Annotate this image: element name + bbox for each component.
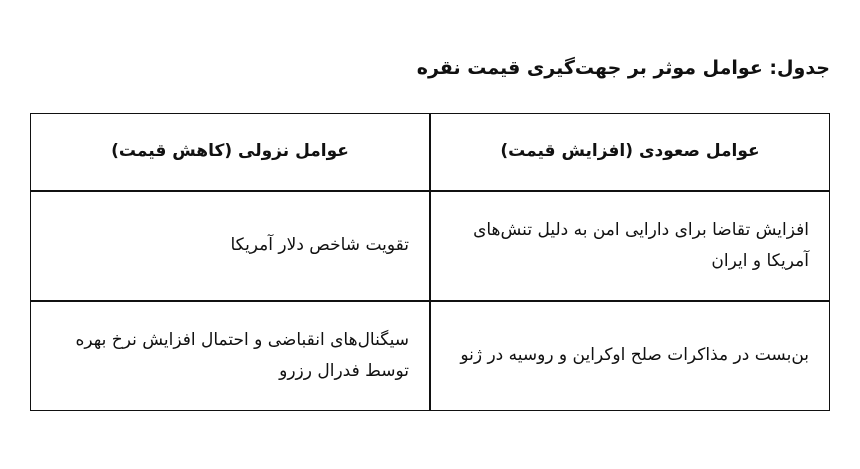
column-header-bearish: عوامل نزولی (کاهش قیمت) [30,113,430,191]
table-row [30,301,830,411]
table-header-row [30,113,830,191]
factors-table [30,113,830,411]
cell-bearish-2 [30,301,430,411]
cell-text: سیگنال‌های انقباضی و احتمال افزایش نرخ بهره توسط فدرال رزرو [75,329,409,381]
table-header [30,113,830,191]
cell-bullish-1 [430,191,830,301]
column-header-bullish: عوامل صعودی (افزایش قیمت) [430,113,830,191]
cell-text: افزایش تقاضا برای دارایی امن به دلیل تنش‌های آمریکا و ایران [473,219,809,271]
table-body [30,191,830,411]
cell-bearish-1 [30,191,430,301]
cell-bullish-2 [430,301,830,411]
factors-table-container [30,113,830,411]
cell-text: تقویت شاخص دلار آمریکا [230,235,409,256]
cell-text: بن‌بست در مذاکرات صلح اوکراین و روسیه در ژنو [460,345,809,366]
table-row [30,191,830,301]
page-title: جدول: عوامل موثر بر جهت‌گیری قیمت نقره [416,57,830,79]
